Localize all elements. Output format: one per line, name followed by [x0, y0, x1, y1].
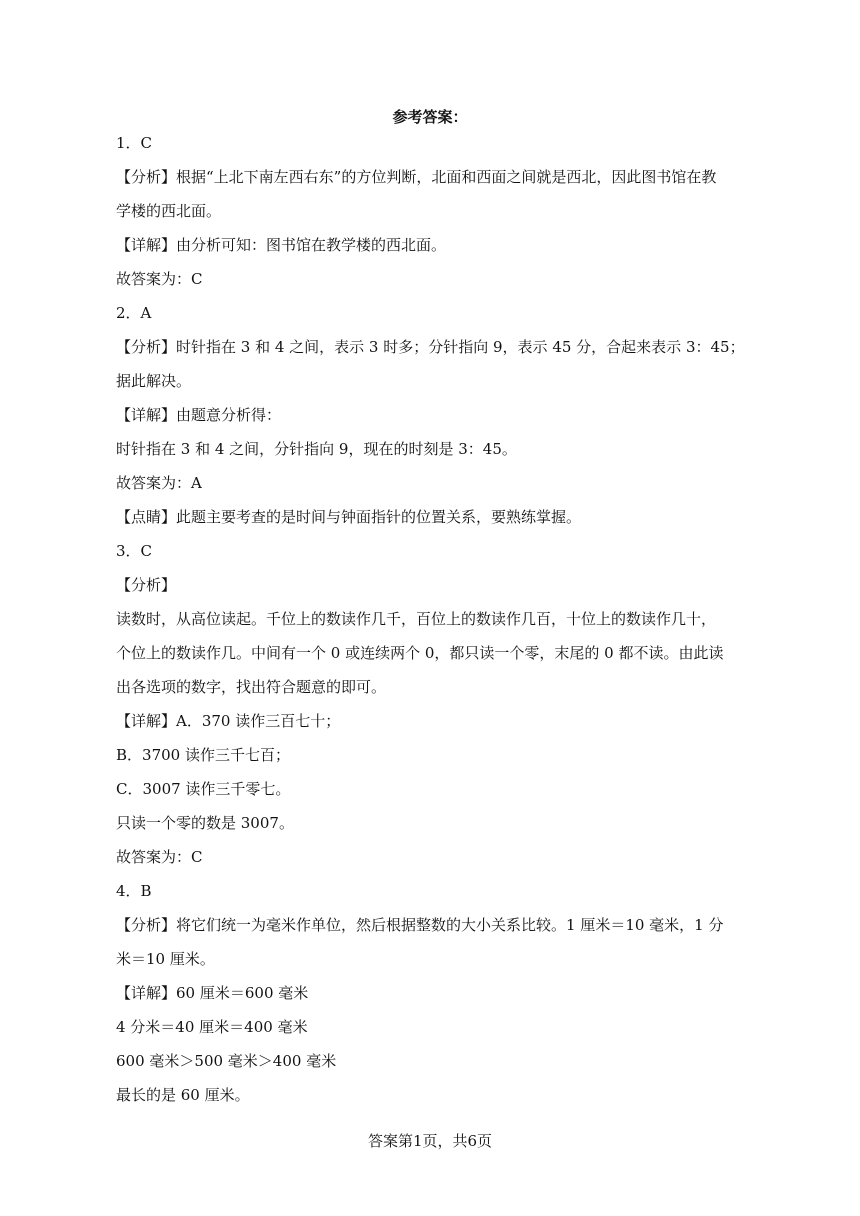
- text-line: [116, 812, 746, 834]
- text-line: [116, 914, 746, 970]
- text-row: 【详解】A．370 读作三百七十；: [116, 712, 341, 730]
- text-row: 1．C: [116, 134, 153, 152]
- text-row: C．3007 读作三千零七。: [116, 780, 291, 798]
- text-line: [116, 1050, 746, 1072]
- text-row: 4 分米＝40 厘米＝400 毫米: [116, 1018, 308, 1036]
- text-row: 600 毫米＞500 毫米＞400 毫米: [116, 1052, 337, 1070]
- text-row: 时针指在 3 和 4 之间，分针指向 9，现在的时刻是 3：45。: [116, 440, 517, 458]
- text-line: [116, 608, 746, 698]
- text-line: [116, 472, 746, 494]
- text-row: B．3700 读作三千七百；: [116, 746, 290, 764]
- text-row: 4．B: [116, 882, 152, 900]
- text-line: [116, 268, 746, 290]
- text-line: [116, 404, 746, 426]
- text-row: 【详解】由分析可知：图书馆在教学楼的西北面。: [116, 236, 447, 254]
- text-row: 故答案为：A: [116, 474, 202, 492]
- text-line: [116, 574, 746, 596]
- text-line: [116, 744, 746, 766]
- text-row: 【点睛】此题主要考查的是时间与钟面指针的位置关系，要熟练掌握。: [116, 508, 582, 526]
- text-row: 最长的是 60 厘米。: [116, 1086, 250, 1104]
- text-line: [116, 234, 746, 256]
- text-row: 米＝10 厘米。: [116, 950, 215, 968]
- text-line: [116, 1084, 746, 1106]
- text-row: 【分析】根据“上北下南左西右东”的方位判断，北面和西面之间就是西北，因此图书馆在教: [116, 168, 717, 186]
- text-line: [116, 506, 746, 528]
- text-line: [116, 540, 746, 562]
- text-line: [116, 132, 746, 154]
- text-row: 据此解决。: [116, 372, 192, 390]
- text-row: 学楼的西北面。: [116, 202, 222, 220]
- text-line: [116, 880, 746, 902]
- text-line: [116, 302, 746, 324]
- text-line: [116, 438, 746, 460]
- text-line: [116, 778, 746, 800]
- text-row: 只读一个零的数是 3007。: [116, 814, 294, 832]
- text-line: [116, 166, 746, 222]
- text-row: 【分析】时针指在 3 和 4 之间，表示 3 时多；分针指向 9，表示 45 分，合起来表示 3：45；: [116, 338, 745, 356]
- text-row: 个位上的数读作几。中间有一个 0 或连续两个 0，都只读一个零，末尾的 0 都不读。由此读: [116, 644, 724, 662]
- text-row: 【详解】60 厘米＝600 毫米: [116, 984, 309, 1002]
- text-row: 【详解】由题意分析得：: [116, 406, 282, 424]
- text-row: 3．C: [116, 542, 153, 560]
- text-row: 读数时，从高位读起。千位上的数读作几千，百位上的数读作几百，十位上的数读作几十，: [116, 610, 717, 628]
- text-row: 出各选项的数字，找出符合题意的即可。: [116, 678, 387, 696]
- page-footer: 答案第1页，共6页: [367, 1132, 493, 1150]
- text-line: [116, 982, 746, 1004]
- text-line: [116, 1016, 746, 1038]
- text-row: 【分析】: [116, 576, 177, 594]
- text-row: 故答案为：C: [116, 848, 203, 866]
- text-line: [116, 846, 746, 868]
- text-line: [116, 710, 746, 732]
- page-title: 参考答案：: [392, 108, 468, 126]
- text-row: 故答案为：C: [116, 270, 203, 288]
- answer-content: [116, 132, 746, 1118]
- text-row: 2．A: [116, 304, 152, 322]
- text-line: [116, 336, 746, 392]
- text-row: 【分析】将它们统一为毫米作单位，然后根据整数的大小关系比较。1 厘米＝10 毫米，1 分: [116, 916, 724, 934]
